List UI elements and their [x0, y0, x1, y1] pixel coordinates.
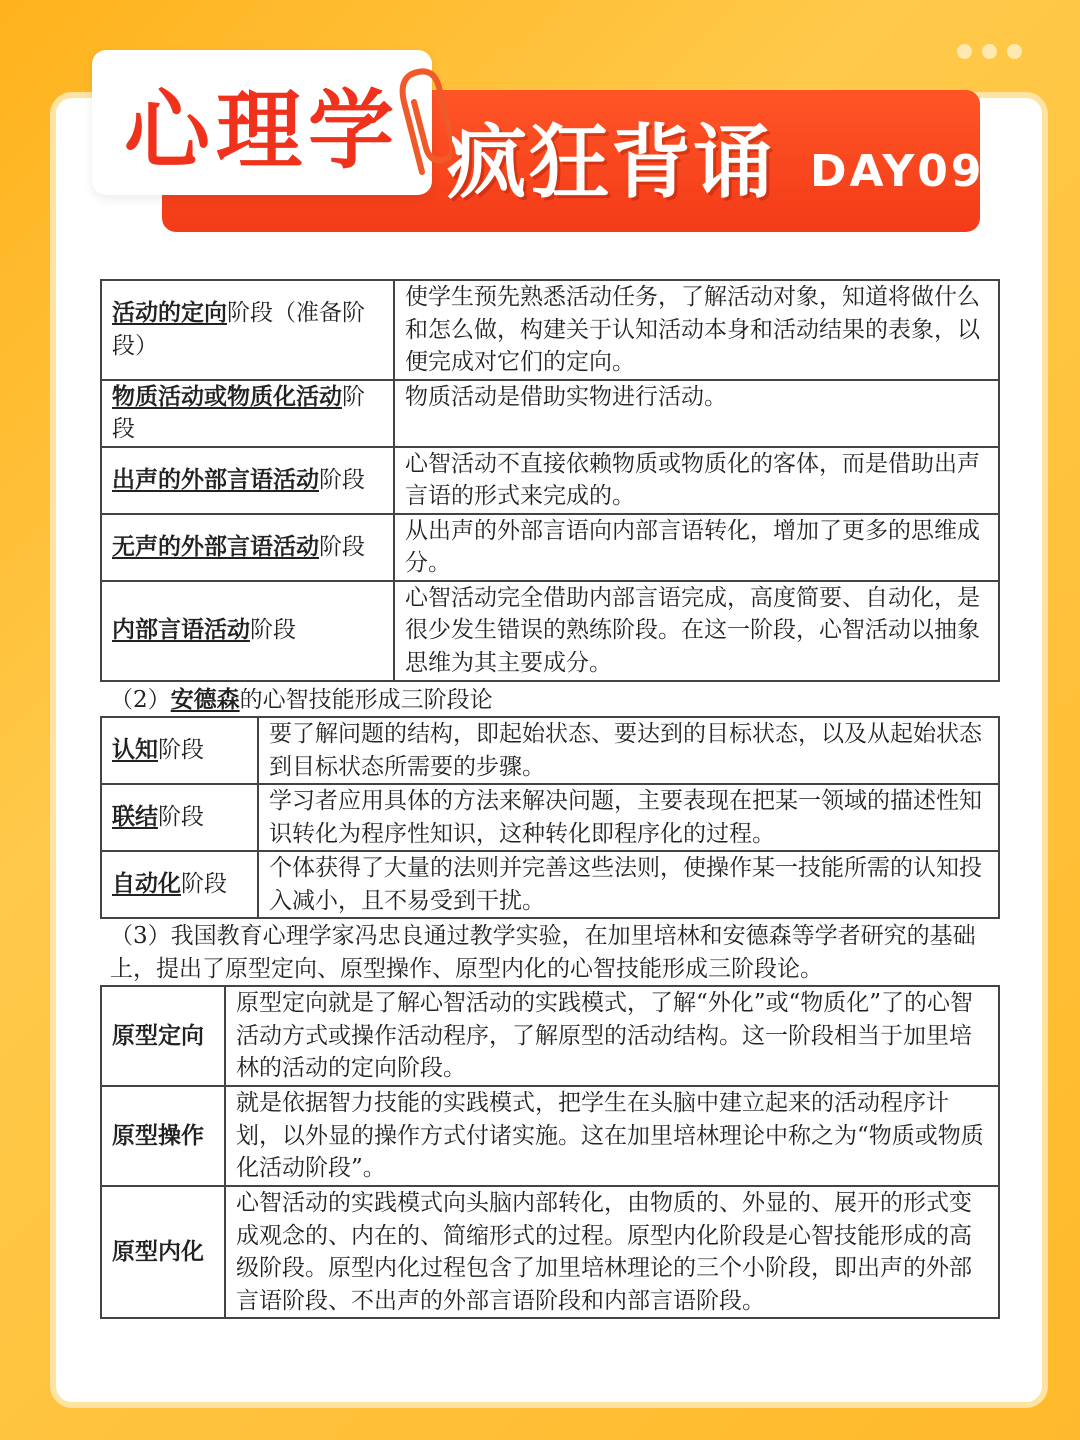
stage-name-key: 联结	[112, 803, 158, 831]
stage-name-key: 出声的外部言语活动	[112, 465, 319, 493]
document-body	[100, 279, 1000, 1319]
stage-name-key: 内部言语活动	[112, 616, 250, 644]
stage-name-key: 认知	[112, 736, 158, 764]
stage-name-cell	[101, 851, 258, 918]
table-row	[101, 380, 999, 447]
table-row	[101, 514, 999, 581]
stage-name-rest: 阶段	[158, 737, 204, 764]
table-row	[101, 280, 999, 380]
stage-name-rest: 阶段	[319, 533, 365, 560]
paperclip-icon	[392, 62, 452, 182]
stage-name-key: 物质活动或物质化活动	[112, 382, 342, 410]
table-row	[101, 1086, 999, 1186]
stage-name-rest: 阶段	[250, 617, 296, 644]
table-row	[101, 717, 999, 784]
stage-name-rest: 阶段（准备阶段）	[112, 300, 365, 359]
stage-name-cell	[101, 447, 394, 514]
title-main: 疯狂背诵	[447, 116, 775, 209]
anderson-stages-table	[100, 716, 1000, 919]
stage-name-cell: 原型内化	[101, 1186, 225, 1318]
stage-name-rest: 阶段	[181, 871, 227, 898]
section-3-paragraph: （3）我国教育心理学家冯忠良通过教学实验，在加里培林和安德森等学者研究的基础上，提出了原型定向、原型操作、原型内化的心智技能形成三阶段论。	[110, 923, 976, 982]
stage-desc-cell: 就是依据智力技能的实践模式，把学生在头脑中建立起来的活动程序计划，以外显的操作方式付诸实施。这在加里培林理论中称之为“物质或物质化活动阶段”。	[225, 1086, 999, 1186]
stage-name-cell	[101, 280, 394, 380]
stage-name-cell: 原型定向	[101, 986, 225, 1086]
stage-desc-cell: 从出声的外部言语向内部言语转化，增加了更多的思维成分。	[394, 514, 999, 581]
stage-desc-cell: 心智活动完全借助内部言语完成，高度简要、自动化，是很少发生错误的熟练阶段。在这一阶段，心智活动以抽象思维为其主要成分。	[394, 581, 999, 681]
stage-desc-cell: 个体获得了大量的法则并完善这些法则，使操作某一技能所需的认知投入减小，且不易受到干扰。	[258, 851, 999, 918]
stage-desc-cell: 要了解问题的结构，即起始状态、要达到的目标状态，以及从起始状态到目标状态所需要的步骤。	[258, 717, 999, 784]
stage-desc-cell: 心智活动的实践模式向头脑内部转化，由物质的、外显的、展开的形式变成观念的、内在的、简缩形式的过程。原型内化阶段是心智技能形成的高级阶段。原型内化过程包含了加里培林理论的三个小阶段，即出声的外部言语阶段、不出声的外部言语阶段和内部言语阶段。	[225, 1186, 999, 1318]
stage-name-key: 自动化	[112, 870, 181, 898]
stage-desc-cell: 学习者应用具体的方法来解决问题，主要表现在把某一领域的描述性知识转化为程序性知识，这种转化即程序化的过程。	[258, 784, 999, 851]
stage-desc-cell: 原型定向就是了解心智活动的实践模式，了解“外化”或“物质化”了的心智活动方式或操作活动程序，了解原型的活动结构。这一阶段相当于加里培林的活动的定向阶段。	[225, 986, 999, 1086]
stage-name-cell	[101, 514, 394, 581]
stage-name-cell	[101, 380, 394, 447]
title-subject: 心理学	[92, 50, 432, 195]
stage-name-key: 活动的定向	[112, 299, 227, 327]
galperin-stages-table	[100, 279, 1000, 682]
stage-name-rest: 阶段	[319, 466, 365, 493]
table-row	[101, 851, 999, 918]
stage-name-cell: 原型操作	[101, 1086, 225, 1186]
table-row	[101, 784, 999, 851]
stage-desc-cell: 使学生预先熟悉活动任务，了解活动对象，知道将做什么和怎么做，构建关于认知活动本身和活动结果的表象，以便完成对它们的定向。	[394, 280, 999, 380]
table-row	[101, 447, 999, 514]
table-row	[101, 581, 999, 681]
stage-name-rest: 阶段	[112, 383, 365, 442]
stage-desc-cell: 心智活动不直接依赖物质或物质化的客体，而是借助出声言语的形式来完成的。	[394, 447, 999, 514]
feng-zhongliang-stages-table	[100, 985, 1000, 1319]
stage-name-key: 无声的外部言语活动	[112, 532, 319, 560]
stage-name-rest: 阶段	[158, 804, 204, 831]
header-banner	[0, 0, 1080, 260]
table-row	[101, 1186, 999, 1318]
stage-name-cell	[101, 717, 258, 784]
section-2-name: 安德森	[170, 685, 240, 713]
day-label: DAY09	[810, 146, 985, 197]
table-row	[101, 986, 999, 1086]
stage-name-cell	[101, 581, 394, 681]
section-2-heading: （2）安德森的心智技能形成三阶段论	[110, 685, 493, 713]
stage-desc-cell: 物质活动是借助实物进行活动。	[394, 380, 999, 447]
stage-name-cell	[101, 784, 258, 851]
